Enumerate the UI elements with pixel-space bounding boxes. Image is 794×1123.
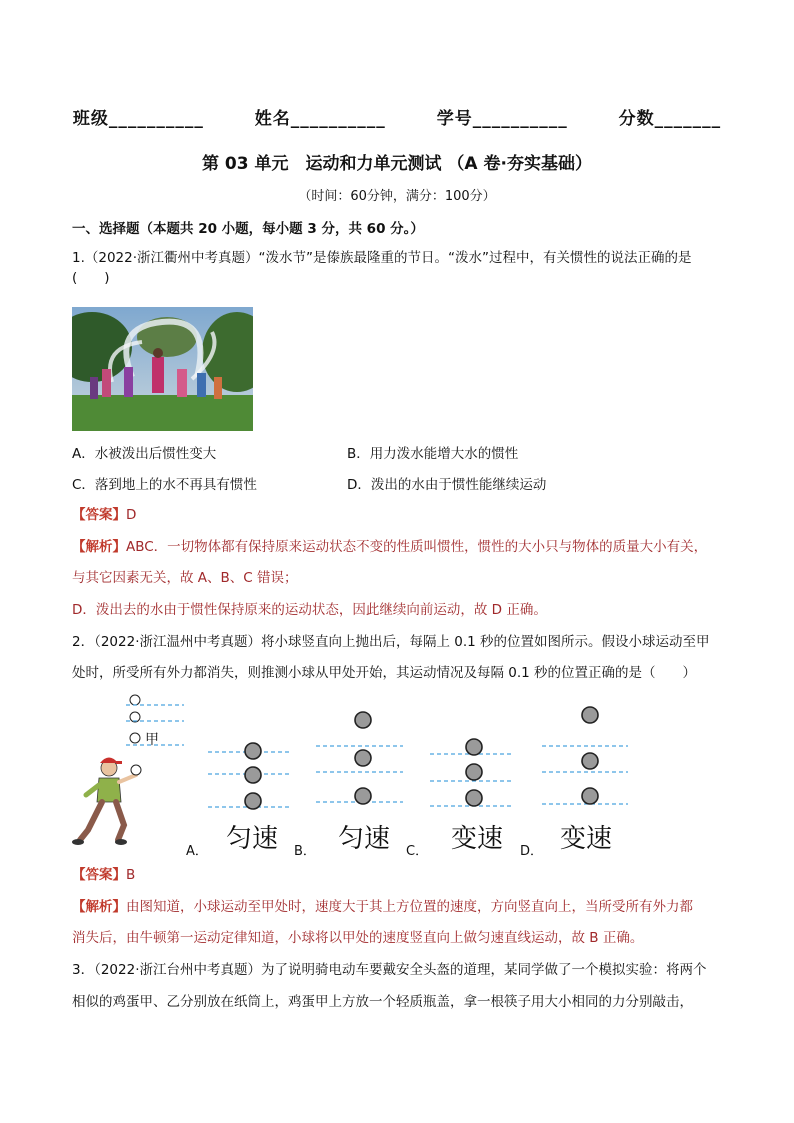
q2-option-b-letter: B． xyxy=(294,844,316,859)
q3-stem-line-2: 相似的鸡蛋甲、乙分别放在纸筒上，鸡蛋甲上方放一个轻质瓶盖，拿一根筷子用大小相同的力分别敲击， xyxy=(72,994,693,1010)
class-field-label: 班级__________ xyxy=(72,109,204,129)
q3-stem-line-1: 3．（2022·浙江台州中考真题）为了说明骑电动车要戴安全头盔的道理，某同学做了一个模拟实验：将两个 xyxy=(72,962,707,978)
q2-option-a-letter: A． xyxy=(186,844,208,859)
q1-analysis-line-2: 与其它因素无关，故 A、B、C 错误； xyxy=(72,570,298,586)
page-title: 第 03 单元 运动和力单元测试 （A 卷·夯实基础） xyxy=(202,154,592,174)
q1-answer xyxy=(72,505,724,525)
q2-option-d-text: 变速 xyxy=(560,824,613,854)
student-id-field-label: 学号__________ xyxy=(436,109,568,129)
q1-stem: 1.（2022·浙江衢州中考真题）“泼水节”是傣族最隆重的节日。“泼水”过程中，有关惯性的说法正确的是( ) xyxy=(72,250,692,286)
q1-option-d: D．泼出的水由于惯性能继续运动 xyxy=(347,477,547,493)
q2-stem-line-1: 2．（2022·浙江温州中考真题）将小球竖直向上抛出后，每隔上 0.1 秒的位置如图所示。假设小球运动至甲 xyxy=(72,634,710,650)
option-b-diagram xyxy=(316,712,403,804)
answer-value: D xyxy=(126,507,137,523)
q2-option-b-text: 匀速 xyxy=(338,824,391,854)
q1-option-b: B．用力泼水能增大水的惯性 xyxy=(347,446,519,462)
q1-option-c: C．落到地上的水不再具有惯性 xyxy=(72,477,257,493)
answer-value: B xyxy=(126,867,136,883)
answer-label: 【答案】 xyxy=(72,507,126,523)
answer-label: 【答案】 xyxy=(72,867,126,883)
analysis-text: 由图知道，小球运动至甲处时，速度大于其上方位置的速度，方向竖直向上，当所受所有外力都 xyxy=(126,899,693,915)
q1-option-a: A．水被泼出后惯性变大 xyxy=(72,446,217,462)
q2-answer xyxy=(72,865,724,885)
water-festival-photo xyxy=(72,307,253,431)
student-info-header xyxy=(0,104,794,129)
q2-analysis-line-1 xyxy=(72,897,724,917)
jia-position-label: 甲 xyxy=(145,732,159,748)
option-d-diagram xyxy=(542,707,628,804)
q2-option-d-letter: D． xyxy=(520,844,544,859)
q1-analysis-line-3: D．泼出去的水由于惯性保持原来的运动状态，因此继续向前运动，故 D 正确。 xyxy=(72,602,547,618)
q2-analysis-line-2: 消失后，由牛顿第一运动定律知道，小球将以甲处的速度竖直向上做匀速直线运动，故 B 正确。 xyxy=(72,930,644,946)
page-subtitle: （时间：60分钟，满分：100分） xyxy=(298,189,496,204)
analysis-label: 【解析】 xyxy=(72,899,126,915)
q1-analysis-line-1 xyxy=(72,537,724,557)
q2-option-c-text: 变速 xyxy=(451,824,504,854)
score-field-label: 分数_______ xyxy=(618,109,722,129)
option-a-diagram xyxy=(208,743,291,809)
thrower-boy-figure xyxy=(72,758,136,846)
q2-option-a-text: 匀速 xyxy=(226,824,279,854)
analysis-label: 【解析】 xyxy=(72,539,126,555)
analysis-text: ABC．一切物体都有保持原来运动状态不变的性质叫惯性，惯性的大小只与物体的质量大小有关， xyxy=(126,539,708,555)
name-field-label: 姓名__________ xyxy=(254,109,386,129)
q2-stem-line-2: 处时，所受所有外力都消失，则推测小球从甲处开始，其运动情况及每隔 0.1 秒的位置正确的是（ ） xyxy=(72,665,697,681)
option-c-diagram xyxy=(430,739,514,806)
section-heading: 一、选择题（本题共 20 小题，每小题 3 分，共 60 分。） xyxy=(72,221,424,237)
q2-option-c-letter: C． xyxy=(406,844,429,859)
